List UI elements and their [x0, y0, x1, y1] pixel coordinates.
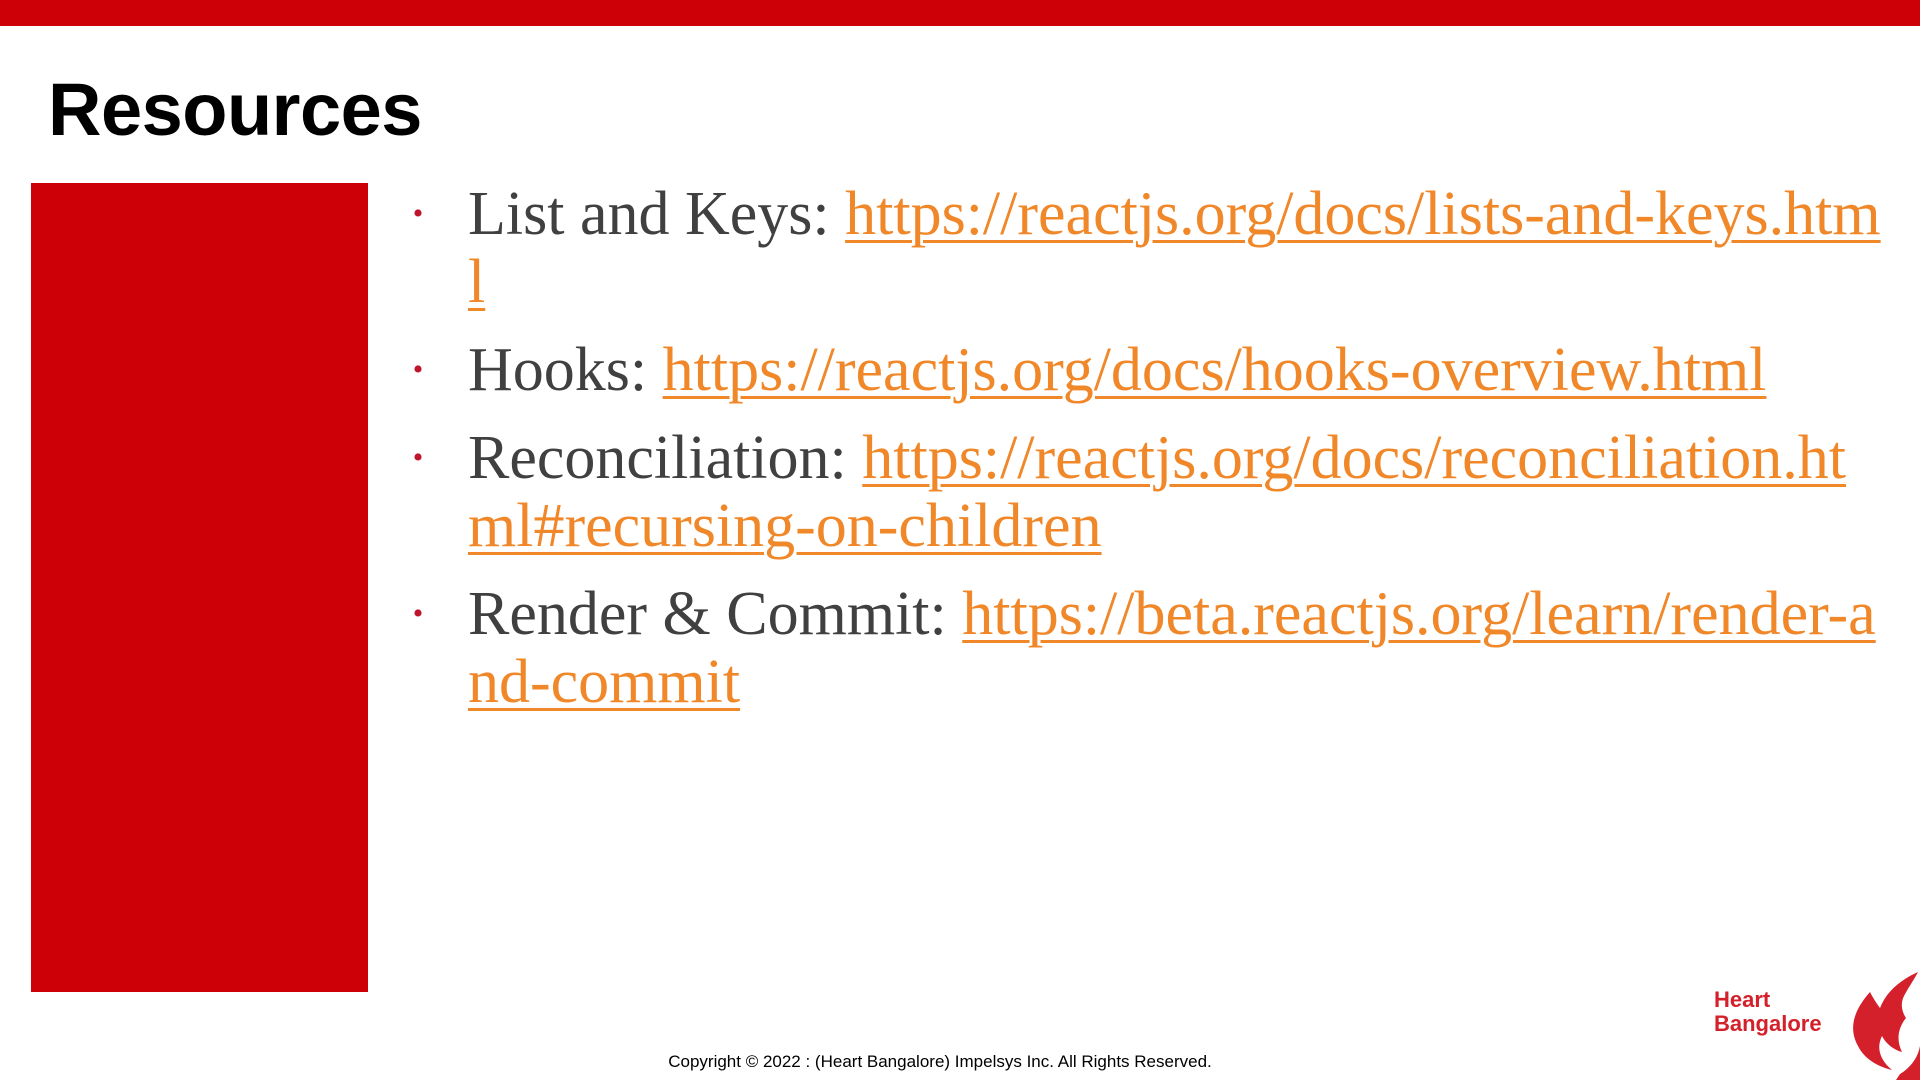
- resource-link-list-and-keys[interactable]: https://reactjs.org/docs/lists-and-keys.html: [468, 180, 1881, 316]
- resource-link-render-and-commit[interactable]: https://beta.reactjs.org/learn/render-and-commit: [468, 580, 1876, 716]
- resource-item-list-and-keys: [412, 180, 1888, 316]
- bullet-icon: •: [412, 441, 424, 474]
- resource-label: Hooks:: [468, 336, 663, 404]
- logo-text: [1714, 988, 1822, 1036]
- resource-item-render-and-commit: [412, 580, 1888, 716]
- bullet-icon: •: [412, 597, 424, 630]
- red-side-block: [31, 183, 368, 992]
- resource-item-reconciliation: [412, 424, 1888, 560]
- resource-label: Render & Commit:: [468, 580, 963, 648]
- heart-bangalore-flame-icon: [1840, 970, 1920, 1080]
- copyright-footer: Copyright © 2022 : (Heart Bangalore) Impelsys Inc. All Rights Reserved.: [668, 1052, 1212, 1071]
- resource-label: List and Keys:: [468, 180, 846, 248]
- resource-item-hooks: [412, 336, 1888, 404]
- resource-link-hooks[interactable]: https://reactjs.org/docs/hooks-overview.html: [662, 336, 1767, 404]
- logo-line-bangalore: Bangalore: [1714, 1011, 1822, 1036]
- page-title: Resources: [48, 68, 422, 151]
- heart-bangalore-logo: [1710, 970, 1920, 1080]
- top-accent-bar: [0, 0, 1920, 26]
- resource-link-reconciliation[interactable]: https://reactjs.org/docs/reconciliation.html#recursing-on-children: [468, 424, 1847, 560]
- resource-label: Reconciliation:: [468, 424, 863, 492]
- logo-line-heart: Heart: [1714, 987, 1771, 1012]
- bullet-icon: •: [412, 353, 424, 386]
- resource-list: [412, 180, 1888, 736]
- bullet-icon: •: [412, 197, 424, 230]
